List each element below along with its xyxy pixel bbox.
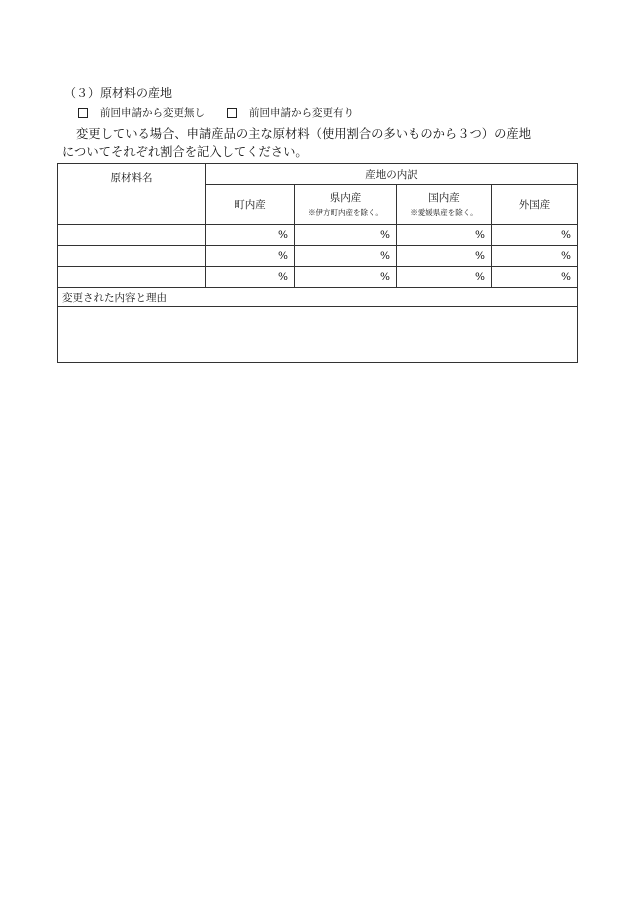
- percent-cell-prefecture[interactable]: %: [295, 225, 397, 246]
- header-foreign: [492, 185, 578, 225]
- option-no-change[interactable]: [78, 106, 205, 120]
- header-domestic-note: ※愛媛県産を除く。: [410, 208, 478, 217]
- header-prefecture: [295, 185, 397, 225]
- material-name-cell[interactable]: [58, 267, 206, 288]
- header-town-label: 町内産: [234, 198, 266, 211]
- origin-breakdown-header: 産地の内訳: [206, 164, 578, 185]
- percent-cell-town[interactable]: %: [206, 246, 295, 267]
- percent-cell-domestic[interactable]: %: [397, 225, 492, 246]
- percent-cell-prefecture[interactable]: %: [295, 246, 397, 267]
- header-town: [206, 185, 295, 225]
- material-name-header: 原材料名: [58, 164, 206, 225]
- option-changed[interactable]: [227, 106, 354, 120]
- header-prefecture-label: 県内産: [329, 192, 362, 204]
- option-no-change-label: 前回申請から変更無し: [100, 107, 205, 119]
- material-name-cell[interactable]: [58, 246, 206, 267]
- percent-cell-town[interactable]: %: [206, 225, 295, 246]
- table-row: [58, 246, 578, 267]
- header-domestic: [397, 185, 492, 225]
- percent-cell-prefecture[interactable]: %: [295, 267, 397, 288]
- percent-cell-foreign[interactable]: %: [492, 267, 578, 288]
- percent-cell-foreign[interactable]: %: [492, 246, 578, 267]
- option-changed-label: 前回申請から変更有り: [249, 107, 354, 119]
- header-foreign-label: 外国産: [518, 198, 551, 211]
- change-reason-field[interactable]: [58, 307, 578, 363]
- change-options: [78, 106, 354, 120]
- percent-cell-town[interactable]: %: [206, 267, 295, 288]
- section-title: （３）原材料の産地: [64, 86, 173, 100]
- percent-cell-domestic[interactable]: %: [397, 246, 492, 267]
- instruction-line-2: についてそれぞれ割合を記入してください。: [62, 145, 308, 159]
- table-row: [58, 225, 578, 246]
- instruction-line-1: 変更している場合、申請産品の主な原材料（使用割合の多いものから３つ）の産地: [76, 127, 531, 141]
- origin-table: [57, 163, 578, 363]
- change-reason-header: 変更された内容と理由: [58, 288, 578, 307]
- header-prefecture-note: ※伊方町内産を除く。: [308, 208, 383, 217]
- instruction-text: [62, 125, 582, 161]
- table-row: [58, 267, 578, 288]
- header-domestic-label: 国内産: [428, 192, 460, 204]
- checkbox-changed[interactable]: [227, 108, 237, 118]
- checkbox-no-change[interactable]: [78, 108, 88, 118]
- percent-cell-domestic[interactable]: %: [397, 267, 492, 288]
- material-name-cell[interactable]: [58, 225, 206, 246]
- percent-cell-foreign[interactable]: %: [492, 225, 578, 246]
